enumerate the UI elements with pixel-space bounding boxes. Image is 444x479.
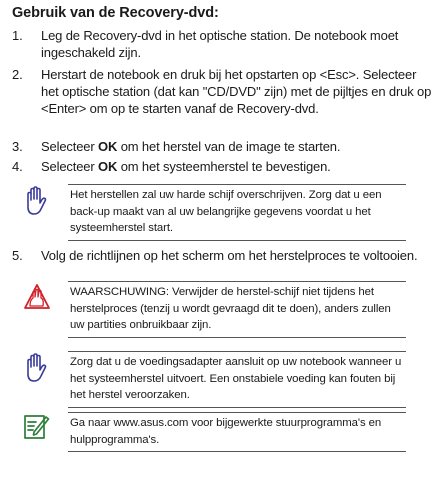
ok-keyword: OK xyxy=(98,159,118,174)
step-text: Volg de richtlijnen op het scherm om het herstelproces te voltooien. xyxy=(41,248,418,263)
step-text xyxy=(41,158,432,175)
step-number: 2. xyxy=(12,67,23,82)
step-text: Herstart de notebook en druk bij het opstarten op <Esc>. Selecteer het optische station (dat kan "CD/DVD" zijn) met de pijltjes en druk op <Enter> om op te starten vanaf de Recovery-dvd. xyxy=(41,67,432,116)
step-text-post: om het systeemherstel te bevestigen. xyxy=(117,159,331,174)
step-number: 3. xyxy=(12,139,23,154)
step-text-pre: Selecteer xyxy=(41,139,99,154)
note-power: Zorg dat u de voedingsadapter aansluit op uw notebook wanneer u het systeemherstel uitvoert. Een onstabiele voeding kan fouten bij het herstel veroorzaken. xyxy=(68,351,406,408)
note-pencil-icon xyxy=(22,412,50,442)
step-number: 5. xyxy=(12,248,23,263)
warning-triangle-icon xyxy=(22,282,52,312)
note-website: Ga naar www.asus.com voor bijgewerkte stuurprogramma's en hulpprogramma's. xyxy=(68,412,406,452)
step-text: Leg de Recovery-dvd in het optische station. De notebook moet ingeschakeld zijn. xyxy=(41,28,399,60)
step-text-post: om het herstel van de image te starten. xyxy=(117,139,341,154)
note-overwrite: Het herstellen zal uw harde schijf overschrijven. Zorg dat u een back-up maakt van al uw belangrijke gegevens voordat u het systeemherstel start. xyxy=(68,184,406,241)
page-title: Gebruik van de Recovery-dvd: xyxy=(12,5,219,21)
hand-icon xyxy=(22,185,50,217)
step-text-pre: Selecteer xyxy=(41,159,99,174)
step-text xyxy=(41,138,432,155)
ok-keyword: OK xyxy=(98,139,118,154)
step-number: 4. xyxy=(12,159,23,174)
step-number: 1. xyxy=(12,28,23,43)
hand-icon xyxy=(22,352,50,384)
note-warning: WAARSCHUWING: Verwijder de herstel-schijf niet tijdens het herstelproces (tenzij u wordt gevraagd dit te doen), anders zullen uw partities onbruikbaar zijn. xyxy=(68,281,406,338)
